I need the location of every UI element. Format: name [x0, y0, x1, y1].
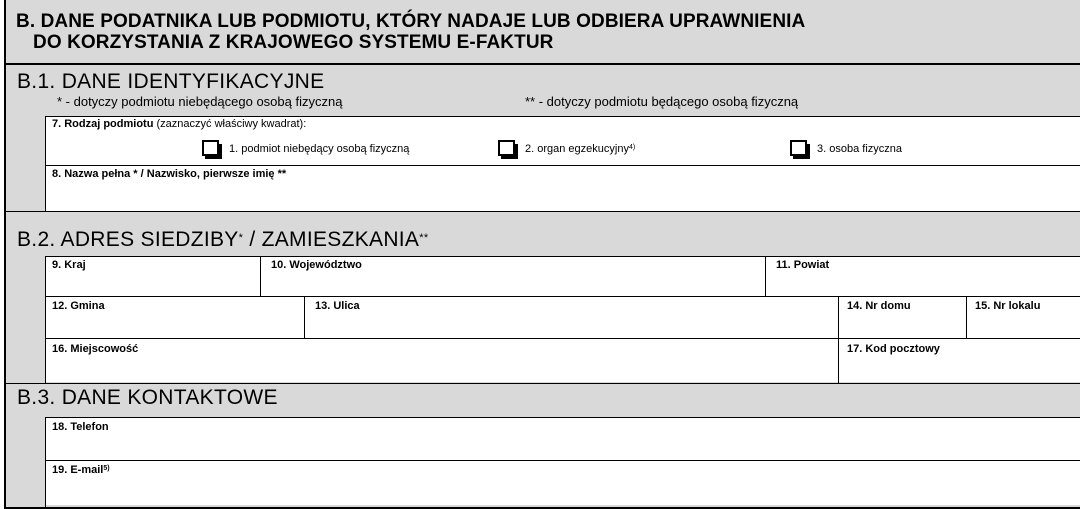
field-nr-domu[interactable]: 14. Nr domu [847, 300, 911, 312]
field-gmina[interactable]: 12. Gmina [52, 300, 105, 312]
b1-note-natural-person: ** - dotyczy podmiotu będącego osobą fizyczną [525, 94, 799, 109]
divider [45, 296, 46, 338]
divider [45, 460, 1080, 461]
checkbox[interactable] [790, 140, 807, 156]
divider [45, 116, 1080, 117]
footnote-ref: 4) [628, 144, 636, 151]
divider [6, 383, 1080, 384]
field-7-label [52, 118, 306, 131]
footnote-ref: 5) [103, 465, 110, 472]
checkbox[interactable] [202, 140, 219, 156]
option-label: 1. podmiot niebędący osobą fizyczną [229, 143, 410, 155]
option-legal-entity[interactable] [202, 140, 409, 156]
b3-heading: B.3. DANE KONTAKTOWE [17, 386, 278, 409]
address-row-1 [45, 256, 1080, 296]
section-title-line1: B. DANE PODATNIKA LUB PODMIOTU, KTÓRY NADAJE LUB ODBIERA UPRAWNIENIA [16, 11, 806, 32]
b2-heading-text: B.2. ADRES SIEDZIBY [17, 228, 239, 251]
field-nr-lokalu[interactable]: 15. Nr lokalu [975, 300, 1041, 312]
divider [260, 256, 261, 296]
field-kod-pocztowy[interactable]: 17. Kod pocztowy [847, 343, 940, 355]
field-7-hint: (zaznaczyć właściwy kwadrat): [156, 118, 307, 130]
option-label: 2. organ egzekucyjny [525, 143, 629, 155]
field-wojewodztwo[interactable]: 10. Województwo [271, 259, 362, 271]
divider [765, 256, 766, 296]
field-email[interactable] [52, 464, 110, 477]
divider [45, 296, 1080, 297]
divider [45, 417, 46, 507]
field-email-label: 19. E-mail [52, 464, 104, 476]
option-natural-person[interactable] [790, 140, 902, 156]
b1-note-legal-entity: * - dotyczy podmiotu niebędącego osobą fizyczną [57, 94, 343, 109]
b2-star: ** [419, 232, 429, 244]
divider [45, 338, 46, 383]
divider [6, 211, 1080, 212]
divider [838, 338, 839, 383]
field-8-input[interactable] [46, 182, 1080, 210]
option-label: 3. osoba fizyczna [817, 143, 902, 155]
divider [838, 296, 839, 338]
divider [966, 296, 967, 338]
divider [45, 165, 1080, 166]
divider [45, 256, 1080, 257]
field-8-label: 8. Nazwa pełna * / Nazwisko, pierwsze imię ** [52, 168, 287, 180]
section-title-line2: DO KORZYSTANIA Z KRAJOWEGO SYSTEMU E-FAKTUR [33, 32, 554, 53]
field-telefon[interactable]: 18. Telefon [52, 421, 109, 433]
divider [45, 417, 1080, 418]
divider [45, 338, 1080, 339]
checkbox[interactable] [498, 140, 515, 156]
divider [6, 63, 1080, 65]
contact-area [45, 417, 1080, 505]
b2-heading [17, 229, 428, 251]
address-row-2 [45, 297, 1080, 338]
b2-heading-mid: / ZAMIESZKANIA [243, 228, 420, 251]
field-7-label-text: 7. Rodzaj podmiotu [52, 118, 154, 130]
b1-heading: B.1. DANE IDENTYFIKACYJNE [17, 70, 325, 93]
field-kraj[interactable]: 9. Kraj [52, 259, 86, 271]
field-powiat[interactable]: 11. Powiat [776, 259, 830, 271]
option-enforcement-authority[interactable] [498, 140, 635, 156]
field-ulica[interactable]: 13. Ulica [315, 300, 360, 312]
divider [304, 296, 305, 338]
b2-star: * [238, 232, 244, 244]
field-miejscowosc[interactable]: 16. Miejscowość [52, 343, 139, 355]
